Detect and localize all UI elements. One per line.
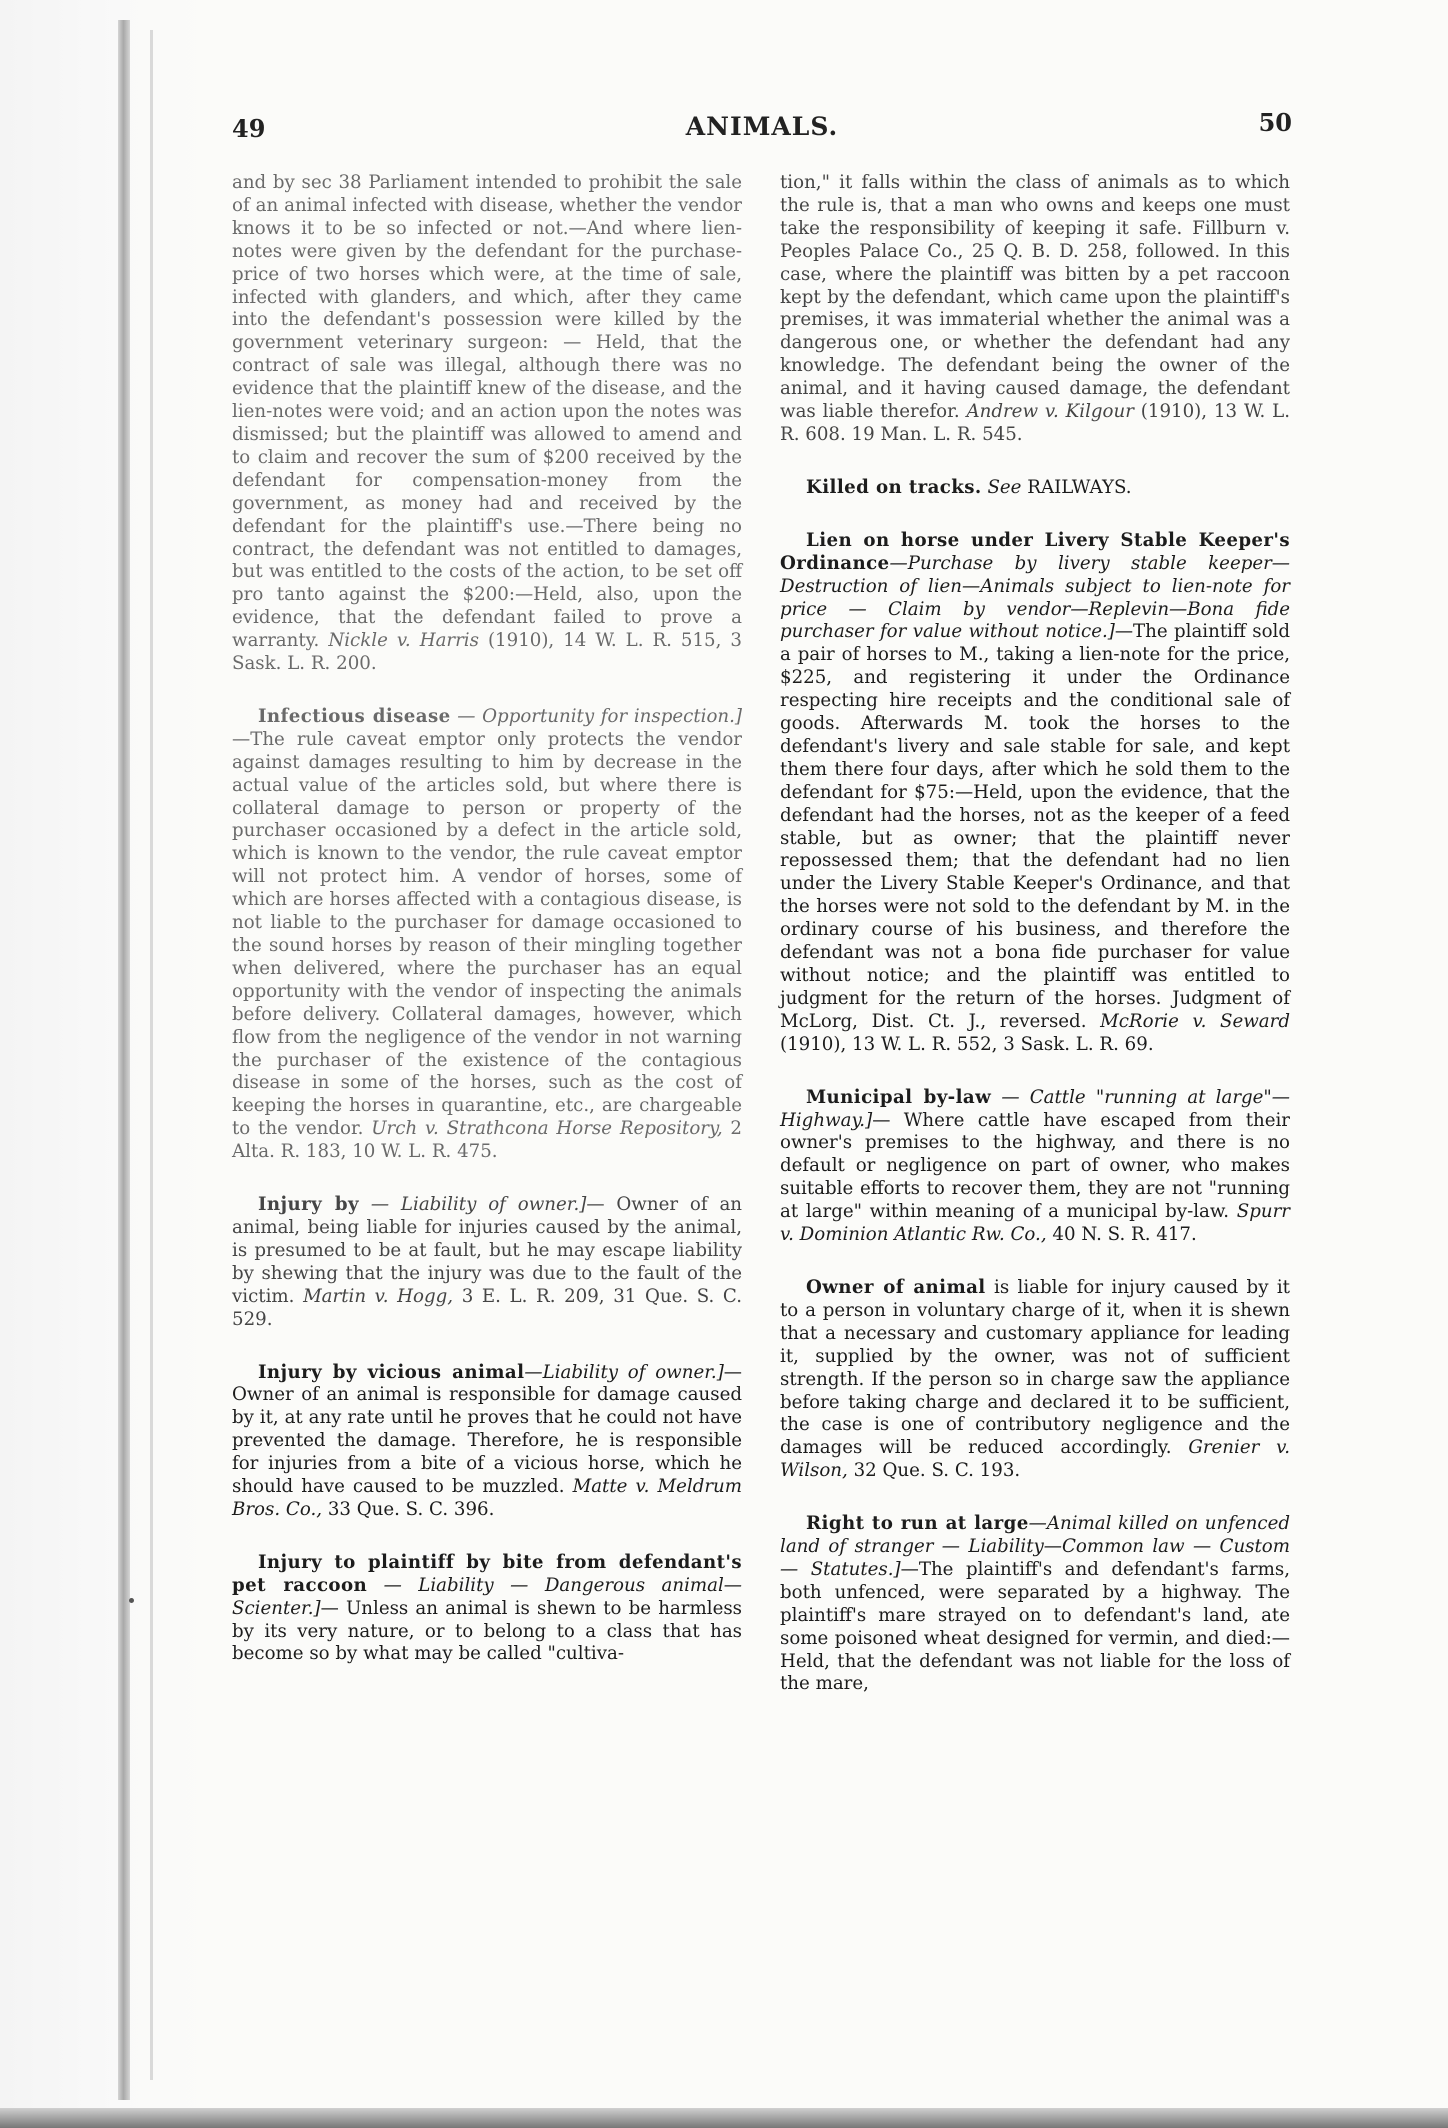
running-head-title: ANIMALS. — [685, 112, 839, 141]
entry-heading: Killed on tracks. — [806, 476, 982, 498]
running-header — [232, 108, 1292, 148]
entry-heading: Municipal by-law — [806, 1086, 992, 1108]
entry-body: —The rule caveat emptor only protects the vendor against damages resulting to him by decrease in the actual value of the articles sold, but where there is collateral damage to person or property of the purchaser occasioned by a defect in the article sold, which is known to the vendor, the rule caveat emptor will not protect him. A vendor of horses, some of which are horses affected with a contagious disease, is not liable to the purchaser for damage occasioned to the sound horses by reason of their mingling together when delivered, where the purchaser has an equal opportunity with the vendor of inspecting the animals before delivery. Collateral damages, however, which flow from the negligence of the vendor in not warning the purchaser of the existence of the contagious disease in some of the horses, such as the cost of keeping the horses in quarantine, etc., are chargeable to the vendor. — [232, 728, 742, 1140]
entry-body: —The plaintiff's and defendant's farms, both unfenced, were separated by a highway. The plaintiff's mare strayed on to defendant's land, ate some poisoned wheat designed for vermin, and died:—Held, that the defendant was not liable for the loss of the mare, — [780, 1558, 1290, 1695]
entry-heading: Owner of animal — [806, 1276, 986, 1298]
entry-injury-by — [232, 1194, 742, 1331]
cross-reference-target: RAILWAYS. — [1027, 476, 1132, 498]
entry-subheading: —Liability of owner.] — [524, 1361, 724, 1383]
entry-subheading: — Cattle "running at large"—Highway.] — [780, 1086, 1290, 1131]
citation: 2 Alta. R. 183, 10 W. L. R. 475. — [232, 1118, 742, 1163]
entry-killed-on-tracks — [780, 477, 1290, 500]
entry-heading: Injury to plaintiff by bite from defendant's pet raccoon — [232, 1551, 742, 1596]
entry-right-to-run-at-large — [780, 1513, 1290, 1696]
entry-body: — Unless an animal is shewn to be harmless by its very nature, or to belong to a class that has become so by what may be called "cultiva- — [232, 1597, 742, 1665]
entry-injury-vicious-animal — [232, 1362, 742, 1522]
entry-body: — Owner of an animal, being liable for injuries caused by the animal, is presumed to be at fault, but he may escape liability by shewing that the injury was due to the fault of the victim. — [232, 1194, 742, 1307]
citation: 3 E. L. R. 209, 31 Que. S. C. 529. — [232, 1285, 742, 1330]
entry-infectious-disease — [232, 706, 742, 1164]
gutter-shadow — [0, 0, 210, 2128]
entry-heading: Lien on horse under Livery Stable Keeper's Ordinance — [780, 529, 1290, 574]
entry-raccoon-continued — [780, 172, 1290, 447]
entry-subheading: — Opportunity for inspection.] — [457, 705, 742, 727]
binding-spine — [118, 20, 130, 2100]
entry-municipal-by-law — [780, 1087, 1290, 1247]
entry-heading: Injury by — [258, 1194, 359, 1216]
entry-sale-infected-animal — [232, 172, 742, 676]
page-number-left: 49 — [232, 114, 266, 143]
right-column — [780, 172, 1290, 1726]
bottom-shadow — [0, 2108, 1448, 2128]
entry-lien-on-horse — [780, 530, 1290, 1057]
page-number-right: 50 — [1258, 108, 1292, 137]
case-name: McRorie v. Seward — [1100, 1010, 1290, 1032]
entry-body: and by sec 38 Parliament intended to prohibit the sale of an animal infected with disease, whether the vendor knows it to be so infected or not.—And where lien-notes were given by the defendant for the purchase-price of two horses which were, at the time of sale, infected with glanders, and which, after they came into the defendant's possession were killed by the government veterinary surgeon: — Held, that the contract of sale was illegal, although there was no evidence that the plaintiff knew of the disease, and the lien-notes were void; and an action upon the notes was dismissed; but the plaintiff was allowed to amend and to claim and recover the sum of $200 received by the defendant for compensation-money from the government, as money had and received by the defendant for the plaintiff's use.—There being no contract, the defendant was not entitled to damages, but was entitled to the costs of the action, to be set off pro tanto against the $200:—Held, also, upon the evidence, that the defendant failed to prove a warranty. — [232, 172, 742, 652]
citation: 33 Que. S. C. 396. — [327, 1498, 495, 1520]
entry-owner-of-animal — [780, 1277, 1290, 1483]
citation: (1910), 13 W. L. R. 608. 19 Man. L. R. 545. — [780, 401, 1290, 445]
entry-subheading: —Animal killed on unfenced land of stranger — Liability—Common law — Custom — Statutes.] — [780, 1513, 1290, 1580]
citation: 40 N. S. R. 417. — [1052, 1224, 1197, 1246]
entry-body: —Owner of an animal is responsible for damage caused by it, at any rate until he proves that he could not have prevented the damage. Therefore, he is responsible for injuries from a bite of a vicious horse, which he should have caused to be muzzled. — [232, 1361, 742, 1498]
case-name: Urch v. Strathcona Horse Repository, — [371, 1118, 723, 1140]
entry-subheading: — Liability — Dangerous animal—Scienter.] — [232, 1574, 742, 1619]
entry-heading: Infectious disease — [258, 705, 451, 727]
entry-injury-raccoon — [232, 1552, 742, 1667]
citation: 32 Que. S. C. 193. — [853, 1460, 1021, 1482]
entry-body: —The plaintiff sold a pair of horses to M., taking a lien-note for the price, $225, and registering it under the Ordinance respecting hire receipts and the conditional sale of goods. Afterwards M. took the horses to the defendant's livery and sale stable for sale, and kept them there four days, after which he sold them to the defendant for $75:—Held, upon the evidence, that the defendant had the horses, not as the keeper of a feed stable, but as owner; that the plaintiff never repossessed them; that the defendant had no lien under the Livery Stable Keeper's Ordinance, and that the horses were not sold to the defendant by M. in the ordinary course of his business, and therefore the defendant was not a bona fide purchaser for value without notice; and the plaintiff was entitled to judgment for the return of the horses. Judgment of McLorg, Dist. Ct. J., reversed. — [780, 621, 1290, 1032]
binding-line — [150, 30, 153, 2080]
edge-mark — [129, 1598, 134, 1603]
case-name: Martin v. Hogg, — [303, 1285, 454, 1307]
cross-reference-see: See — [987, 476, 1022, 498]
entry-body: — Where cattle have escaped from their owner's premises to the highway, and there is no default or negligence on part of owner, who makes suitable efforts to recover them, they are not "running at large" within meaning of a municipal by-law. — [780, 1109, 1290, 1223]
left-column — [232, 172, 742, 1696]
citation: (1910), 13 W. L. R. 552, 3 Sask. L. R. 69. — [780, 1033, 1154, 1055]
entry-heading: Right to run at large — [806, 1513, 1029, 1535]
entry-subheading: — Liability of owner.] — [370, 1194, 587, 1216]
entry-body: tion," it falls within the class of animals as to which the rule is, that a man who owns and keeps one must take the responsibility of keeping it safe. Fillburn v. Peoples Palace Co., 25 Q. B. D. 258, followed. In this case, where the plaintiff was bitten by a pet raccoon kept by the defendant, which came upon the plaintiff's premises, it was immaterial whether the animal was a dangerous one, or whether the defendant had any knowledge. The defendant being the owner of the animal, and it having caused damage, the defendant was liable therefor. — [780, 172, 1290, 423]
case-name: Matte v. Meldrum Bros. Co., — [232, 1476, 742, 1520]
case-name: Andrew v. Kilgour — [966, 401, 1134, 423]
case-name: Spurr v. Dominion Atlantic Rw. Co., — [780, 1201, 1290, 1246]
case-name: Grenier v. Wilson, — [780, 1437, 1290, 1482]
entry-body: is liable for injury caused by it to a person in voluntary charge of it, when it is shewn that a necessary and customary appliance for leading it, supplied by the owner, was not of sufficient strength. If the person so in charge saw the appliance before taking charge and declared it to be sufficient, the case is one of contributory negligence and the damages will be reduced accordingly. — [780, 1276, 1290, 1459]
entry-heading: Injury by vicious animal — [258, 1361, 525, 1383]
entry-subheading: —Purchase by livery stable keeper—Destruction of lien—Animals subject to lien-note for price — Claim by vendor—Replevin—Bona fide purchaser for value without notice.] — [780, 552, 1290, 643]
case-name: Nickle v. Harris — [328, 630, 479, 652]
citation: (1910), 14 W. L. R. 515, 3 Sask. L. R. 200. — [232, 630, 742, 675]
